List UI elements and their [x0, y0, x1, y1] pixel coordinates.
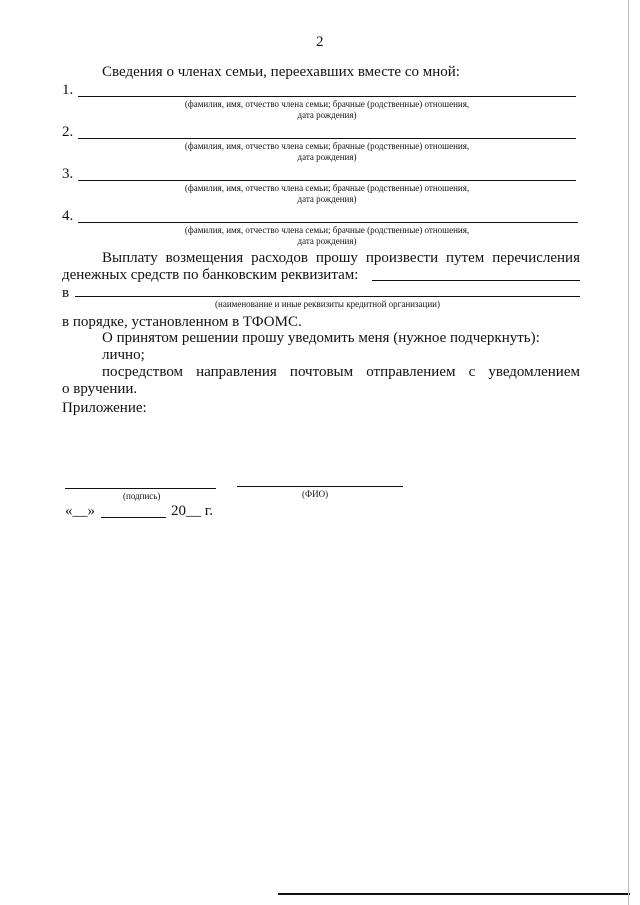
date-day: «__» [65, 503, 95, 519]
field-caption: дата рождения) [297, 152, 357, 162]
field-caption: дата рождения) [297, 236, 357, 246]
family-row-number: 4. [62, 208, 74, 224]
date-year: 20__ г. [171, 503, 213, 519]
payment-text: денежных средств по банковским реквизитам: [62, 267, 359, 283]
scan-edge [628, 0, 629, 905]
field-caption: (фамилия, имя, отчество члена семьи; брачные (родственные) отношения, [184, 225, 470, 235]
field-caption: (наименование и иные реквизиты кредитной организации) [215, 299, 440, 309]
full-name-caption: (ФИО) [302, 489, 329, 499]
field-caption: (фамилия, имя, отчество члена семьи; брачные (родственные) отношения, [184, 141, 470, 151]
family-row-number: 1. [62, 82, 74, 98]
signature-field[interactable] [65, 488, 216, 489]
family-member-field[interactable] [78, 138, 576, 139]
family-member-field[interactable] [78, 96, 576, 97]
payment-order-text: в порядке, установленном в ТФОМС. [62, 314, 302, 330]
full-name-field[interactable] [237, 486, 403, 487]
notify-option-personal[interactable]: лично; [102, 347, 145, 363]
field-caption: дата рождения) [297, 110, 357, 120]
page-number: 2 [316, 34, 324, 50]
notify-heading: О принятом решении прошу уведомить меня (нужное подчеркнуть): [102, 330, 540, 346]
notify-option-mail-continued: о вручении. [62, 381, 138, 397]
family-heading: Сведения о членах семьи, переехавших вместе со мной: [102, 64, 460, 80]
family-row-number: 3. [62, 166, 74, 182]
signature-caption: (подпись) [123, 491, 161, 501]
field-caption: (фамилия, имя, отчество члена семьи; брачные (родственные) отношения, [184, 99, 470, 109]
family-row-number: 2. [62, 124, 74, 140]
field-caption: дата рождения) [297, 194, 357, 204]
bank-prefix: в [62, 285, 70, 301]
field-caption: (фамилия, имя, отчество члена семьи; брачные (родственные) отношения, [184, 183, 470, 193]
bank-name-field[interactable] [75, 296, 580, 297]
notify-option-mail[interactable]: посредством направления почтовым отправлением с уведомлением [102, 364, 580, 380]
bank-details-field[interactable] [372, 280, 580, 281]
payment-text: Выплату возмещения расходов прошу произвести путем перечисления [102, 250, 580, 266]
bottom-divider [278, 893, 630, 895]
family-member-field[interactable] [78, 222, 578, 223]
family-member-field[interactable] [78, 180, 576, 181]
date-month-field[interactable] [101, 517, 166, 518]
attachment-label: Приложение: [62, 400, 147, 416]
